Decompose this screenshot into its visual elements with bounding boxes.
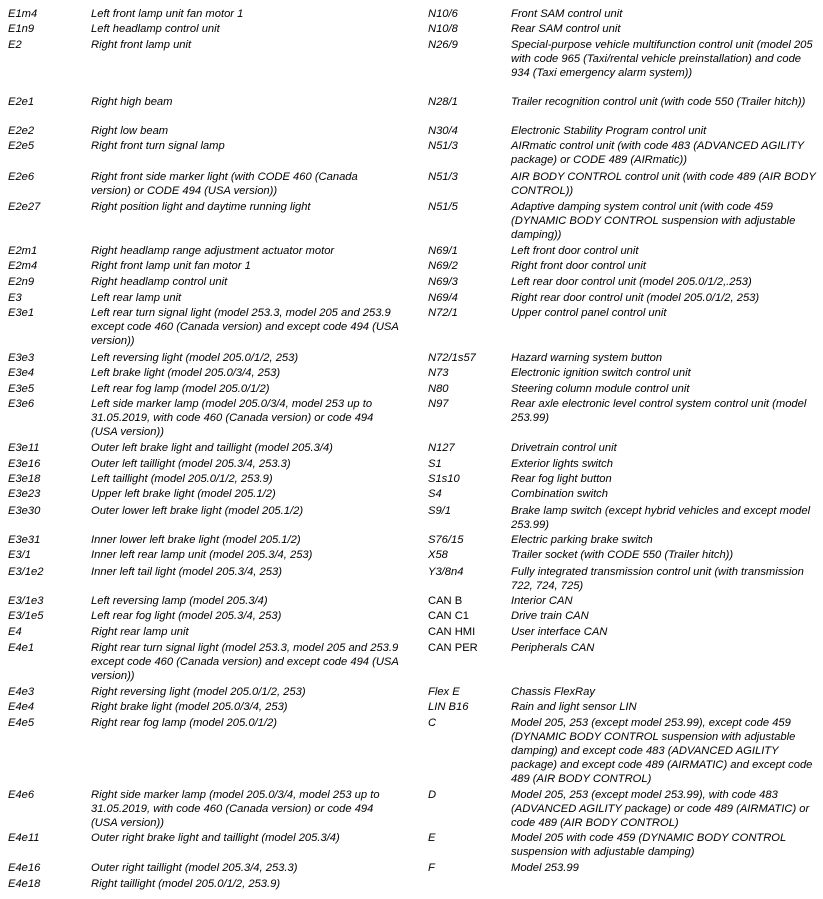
legend-code: E3e1 — [8, 307, 35, 319]
legend-code: E2e5 — [8, 140, 35, 152]
legend-code: N69/3 — [428, 276, 458, 288]
legend-code: LIN B16 — [428, 701, 469, 713]
legend-code: N51/3 — [428, 171, 458, 183]
legend-description: Trailer recognition control unit (with code 550 (Trailer hitch)) — [511, 96, 806, 108]
legend-code: N10/8 — [428, 23, 458, 35]
legend-code: E3 — [8, 292, 22, 304]
legend-code: E3e30 — [8, 505, 41, 517]
legend-code: E3e31 — [8, 534, 41, 546]
legend-code: N127 — [428, 442, 455, 454]
legend-description: Left front door control unit — [511, 245, 639, 257]
legend-code: E2 — [8, 39, 22, 51]
legend-description: Outer right taillight (model 205.3/4, 253.3) — [91, 862, 298, 874]
legend-code: E3e4 — [8, 367, 35, 379]
legend-code: N73 — [428, 367, 449, 379]
legend-code: E3e11 — [8, 442, 40, 454]
legend-code: E4e18 — [8, 878, 41, 890]
legend-description: Right front door control unit — [511, 260, 646, 272]
legend-code: N30/4 — [428, 125, 458, 137]
legend-description: Right rear turn signal light (model 253.3, model 205 and 253.9 except code 460 (Canada version) and except code 494 (USA version)) — [91, 642, 399, 682]
legend-description: Model 205 with code 459 (DYNAMIC BODY CONTROL suspension with adjustable damping) — [511, 832, 787, 858]
legend-description: Drivetrain control unit — [511, 442, 617, 454]
legend-description: Right low beam — [91, 125, 169, 137]
legend-code: CAN PER — [428, 642, 478, 654]
legend-description: Drive train CAN — [511, 610, 589, 622]
legend-code: C — [428, 717, 437, 729]
legend-description: Right position light and daytime running light — [91, 201, 311, 213]
legend-description: Combination switch — [511, 488, 609, 500]
legend-description: Rear SAM control unit — [511, 23, 621, 35]
legend-code: Flex E — [428, 686, 460, 698]
legend-code: E2e1 — [8, 96, 35, 108]
legend-description: Chassis FlexRay — [511, 686, 595, 698]
legend-description: Left side marker lamp (model 205.0/3/4, model 253 up to 31.05.2019, with code 460 (Canada version) or code 494 (USA version)) — [91, 398, 374, 438]
legend-code: E2n9 — [8, 276, 35, 288]
legend-description: Outer left brake light and taillight (model 205.3/4) — [91, 442, 333, 454]
legend-description: Electronic Stability Program control unit — [511, 125, 707, 137]
legend-description: Left brake light (model 205.0/3/4, 253) — [91, 367, 281, 379]
legend-description: Right headlamp range adjustment actuator motor — [91, 245, 335, 257]
legend-code: E4e11 — [8, 832, 40, 844]
legend-description: Right headlamp control unit — [91, 276, 228, 288]
legend-description: Outer left taillight (model 205.3/4, 253.3) — [91, 458, 291, 470]
legend-description: Inner left rear lamp unit (model 205.3/4, 253) — [91, 549, 313, 561]
legend-description: Left rear lamp unit — [91, 292, 182, 304]
legend-description: Steering column module control unit — [511, 383, 690, 395]
legend-code: E4e3 — [8, 686, 35, 698]
legend-description: Right front turn signal lamp — [91, 140, 225, 152]
legend-description: Electric parking brake switch — [511, 534, 653, 546]
legend-description: Outer right brake light and taillight (model 205.3/4) — [91, 832, 340, 844]
legend-code: S9/1 — [428, 505, 452, 517]
legend-code: E3e18 — [8, 473, 41, 485]
legend-description: Left rear door control unit (model 205.0/1/2,.253) — [511, 276, 752, 288]
legend-code: N97 — [428, 398, 449, 410]
legend-code: E2m4 — [8, 260, 38, 272]
legend-description: Right rear lamp unit — [91, 626, 189, 638]
legend-code: E3e5 — [8, 383, 35, 395]
legend-description: Model 253.99 — [511, 862, 579, 874]
legend-description: Model 205, 253 (except model 253.99), with code 483 (ADVANCED AGILITY package) or code 489 (AIRMATIC) or code 489 (AIR BODY CONTROL) — [511, 789, 810, 829]
legend-code: S1 — [428, 458, 442, 470]
legend-description: Electronic ignition switch control unit — [511, 367, 691, 379]
legend-description: Exterior lights switch — [511, 458, 613, 470]
legend-description: Hazard warning system button — [511, 352, 663, 364]
legend-code: N69/2 — [428, 260, 458, 272]
legend-code: N80 — [428, 383, 449, 395]
legend-code: E3e3 — [8, 352, 35, 364]
legend-code: N51/3 — [428, 140, 458, 152]
legend-code: CAN HMI — [428, 626, 476, 638]
legend-code: X58 — [428, 549, 448, 561]
legend-description: AIR BODY CONTROL control unit (with code 489 (AIR BODY CONTROL)) — [511, 171, 816, 197]
legend-description: Right side marker lamp (model 205.0/3/4, model 253 up to 31.05.2019, with code 460 (Canada version) or code 494 (USA version)) — [91, 789, 380, 829]
legend-description: Brake lamp switch (except hybrid vehicles and except model 253.99) — [511, 505, 811, 531]
legend-code: N28/1 — [428, 96, 458, 108]
legend-code: Y3/8n4 — [428, 566, 464, 578]
legend-code: N69/1 — [428, 245, 458, 257]
legend-description: Adaptive damping system control unit (with code 459 (DYNAMIC BODY CONTROL suspension with adjustable damping)) — [511, 201, 796, 241]
legend-description: Front SAM control unit — [511, 8, 623, 20]
legend-description: Left rear fog lamp (model 205.0/1/2) — [91, 383, 270, 395]
legend-code: E4 — [8, 626, 22, 638]
legend-code: E3/1e5 — [8, 610, 44, 622]
legend-code: N10/6 — [428, 8, 458, 20]
legend-code: N69/4 — [428, 292, 458, 304]
legend-description: Inner left tail light (model 205.3/4, 253) — [91, 566, 282, 578]
legend-description: Left rear fog light (model 205.3/4, 253) — [91, 610, 282, 622]
legend-code: E4e6 — [8, 789, 35, 801]
legend-code: E2e6 — [8, 171, 35, 183]
legend-description: Left reversing lamp (model 205.3/4) — [91, 595, 268, 607]
legend-code: S4 — [428, 488, 442, 500]
legend-description: Right reversing light (model 205.0/1/2, 253) — [91, 686, 306, 698]
legend-code: N72/1 — [428, 307, 458, 319]
legend-description: Inner lower left brake light (model 205.1/2) — [91, 534, 301, 546]
legend-code: E3/1 — [8, 549, 32, 561]
legend-description: Right front lamp unit fan motor 1 — [91, 260, 251, 272]
legend-code: E3/1e3 — [8, 595, 44, 607]
legend-code: E2e27 — [8, 201, 41, 213]
legend-code: E — [428, 832, 436, 844]
legend-code: CAN C1 — [428, 610, 470, 622]
legend-code: N26/9 — [428, 39, 458, 51]
legend-code: N72/1s57 — [428, 352, 476, 364]
legend-description: Model 205, 253 (except model 253.99), except code 459 (DYNAMIC BODY CONTROL suspension with adjustable damping) and except code 483 (ADVANCED AGILITY package) and except code 489 (AIRMATIC) and except code 489 (AIR BODY CONTROL) — [511, 717, 813, 785]
legend-description: Right front lamp unit — [91, 39, 192, 51]
legend-description: User interface CAN — [511, 626, 608, 638]
legend-description: Right front side marker light (with CODE 460 (Canada version) or CODE 494 (USA version)) — [91, 171, 358, 197]
legend-code: E4e16 — [8, 862, 41, 874]
legend-description: Left headlamp control unit — [91, 23, 220, 35]
legend-code: S1s10 — [428, 473, 460, 485]
legend-code: E4e5 — [8, 717, 35, 729]
legend-description: Left taillight (model 205.0/1/2, 253.9) — [91, 473, 273, 485]
legend-code: E4e4 — [8, 701, 35, 713]
legend-description: Special-purpose vehicle multifunction control unit (model 205 with code 965 (Taxi/rental vehicle preinstallation) and code 934 (Taxi emergency alarm system)) — [511, 39, 813, 79]
legend-description: Left reversing light (model 205.0/1/2, 253) — [91, 352, 299, 364]
legend-code: N51/5 — [428, 201, 458, 213]
legend-code: E3e23 — [8, 488, 41, 500]
legend-description: Upper left brake light (model 205.1/2) — [91, 488, 276, 500]
legend-description: Right high beam — [91, 96, 173, 108]
legend-description: Rain and light sensor LIN — [511, 701, 637, 713]
legend-description: Fully integrated transmission control unit (with transmission 722, 724, 725) — [511, 566, 804, 592]
legend-code: E3/1e2 — [8, 566, 44, 578]
legend-code: CAN B — [428, 595, 463, 607]
legend-code: D — [428, 789, 437, 801]
legend-description: AIRmatic control unit (with code 483 (ADVANCED AGILITY package) or CODE 489 (AIRmatic)) — [511, 140, 804, 166]
legend-description: Interior CAN — [511, 595, 573, 607]
legend-code: E2m1 — [8, 245, 38, 257]
legend-code: S76/15 — [428, 534, 464, 546]
legend-description: Left front lamp unit fan motor 1 — [91, 8, 244, 20]
legend-description: Right brake light (model 205.0/3/4, 253) — [91, 701, 288, 713]
legend-description: Rear axle electronic level control system control unit (model 253.99) — [511, 398, 807, 424]
legend-code: F — [428, 862, 435, 874]
legend-description: Trailer socket (with CODE 550 (Trailer hitch)) — [511, 549, 734, 561]
legend-code: E1n9 — [8, 23, 35, 35]
legend-description: Outer lower left brake light (model 205.1/2) — [91, 505, 304, 517]
legend-code: E1m4 — [8, 8, 38, 20]
legend-code: E4e1 — [8, 642, 35, 654]
legend-description: Peripherals CAN — [511, 642, 595, 654]
legend-description: Right rear door control unit (model 205.0/1/2, 253) — [511, 292, 760, 304]
legend-code: E3e16 — [8, 458, 41, 470]
legend-code: E2e2 — [8, 125, 35, 137]
legend-description: Right rear fog lamp (model 205.0/1/2) — [91, 717, 277, 729]
legend-description: Upper control panel control unit — [511, 307, 667, 319]
legend-description: Right taillight (model 205.0/1/2, 253.9) — [91, 878, 281, 890]
legend-description: Rear fog light button — [511, 473, 612, 485]
legend-code: E3e6 — [8, 398, 35, 410]
legend-description: Left rear turn signal light (model 253.3, model 205 and 253.9 except code 460 (Canada version) and except code 494 (USA version)) — [91, 307, 399, 347]
